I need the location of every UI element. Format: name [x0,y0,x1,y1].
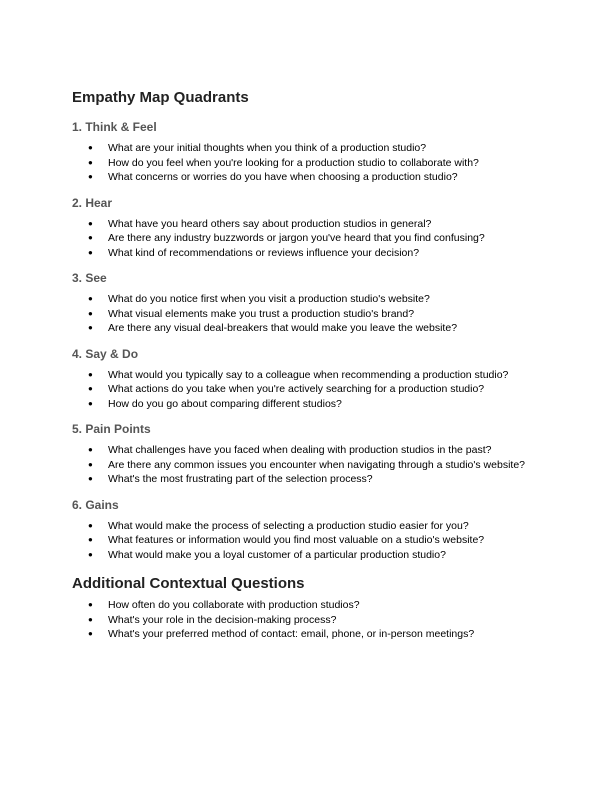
list-item: ● What have you heard others say about production studios in general? [88,217,432,230]
quadrant-heading: 1. Think & Feel [72,120,157,134]
additional-questions-title: Additional Contextual Questions [72,575,305,592]
quadrant-gains [72,498,540,563]
list-item: ● What are your initial thoughts when you think of a production studio? [88,142,427,154]
list-item: ● What would make the process of selecting a production studio easier for you? [88,519,469,532]
list-item: ● How do you go about comparing different studios? [88,397,342,410]
quadrant-heading: 4. Say & Do [72,346,139,361]
quadrant-heading: 5. Pain Points [72,422,151,436]
quadrant-heading: 6. Gains [72,497,119,512]
list-item: ● Are there any visual deal-breakers that would make you leave the website? [88,322,458,334]
list-item: ● What's your preferred method of contact: email, phone, or in-person meetings? [88,628,475,640]
document-page [72,88,540,642]
bullet-icon: ● [88,474,93,483]
list-item: ● Are there any common issues you encounter when navigating through a studio's website? [88,458,526,471]
list-item: ● What would make you a loyal customer of a particular production studio? [88,548,446,561]
bullet-icon: ● [88,629,93,638]
list-item: ● How do you feel when you're looking for a production studio to collaborate with? [88,156,479,169]
quadrant-see [72,271,540,336]
question-list [72,519,540,563]
question-list [72,141,540,185]
question-list [72,292,540,336]
list-item: ● What do you notice first when you visit a production studio's website? [88,293,430,305]
list-item: ● What kind of recommendations or reviews influence your decision? [88,246,420,259]
list-item: ● What concerns or worries do you have when choosing a production studio? [88,171,458,183]
list-item: ● Are there any industry buzzwords or jargon you've heard that you find confusing? [88,232,485,244]
bullet-icon: ● [88,143,93,152]
bullet-icon: ● [88,535,93,544]
question-list [72,368,540,412]
quadrant-say-do [72,347,540,412]
bullet-icon: ● [88,369,93,379]
list-item: ● What visual elements make you trust a production studio's brand? [88,307,415,320]
list-item: ● What actions do you take when you're actively searching for a production studio? [88,383,485,395]
question-list [72,443,540,487]
bullet-icon: ● [88,157,93,167]
bullet-icon: ● [88,218,93,228]
list-item: ● What challenges have you faced when dealing with production studios in the past? [88,444,492,456]
question-list [72,217,540,261]
quadrant-hear [72,196,540,261]
quadrant-pain-points [72,422,540,487]
bullet-icon: ● [88,459,93,469]
bullet-icon: ● [88,294,93,303]
bullet-icon: ● [88,520,93,530]
list-item: ● What's the most frustrating part of the selection process? [88,473,373,485]
bullet-icon: ● [88,445,93,454]
page-title: Empathy Map Quadrants [72,89,249,106]
bullet-icon: ● [88,308,93,318]
bullet-icon: ● [88,398,93,408]
list-item: ● What features or information would you find most valuable on a studio's website? [88,534,485,546]
quadrant-think-feel [72,120,540,185]
list-item: ● How often do you collaborate with production studios? [88,599,360,611]
bullet-icon: ● [88,600,93,609]
bullet-icon: ● [88,233,93,242]
bullet-icon: ● [88,172,93,181]
list-item: ● What would you typically say to a colleague when recommending a production studio? [88,368,509,381]
list-item: ● What's your role in the decision-making process? [88,613,337,626]
bullet-icon: ● [88,247,93,257]
bullet-icon: ● [88,549,93,559]
quadrant-heading: 3. See [72,271,107,285]
bullet-icon: ● [88,384,93,393]
bullet-icon: ● [88,614,93,624]
bullet-icon: ● [88,323,93,332]
additional-question-list [72,598,540,642]
quadrant-heading: 2. Hear [72,195,113,210]
